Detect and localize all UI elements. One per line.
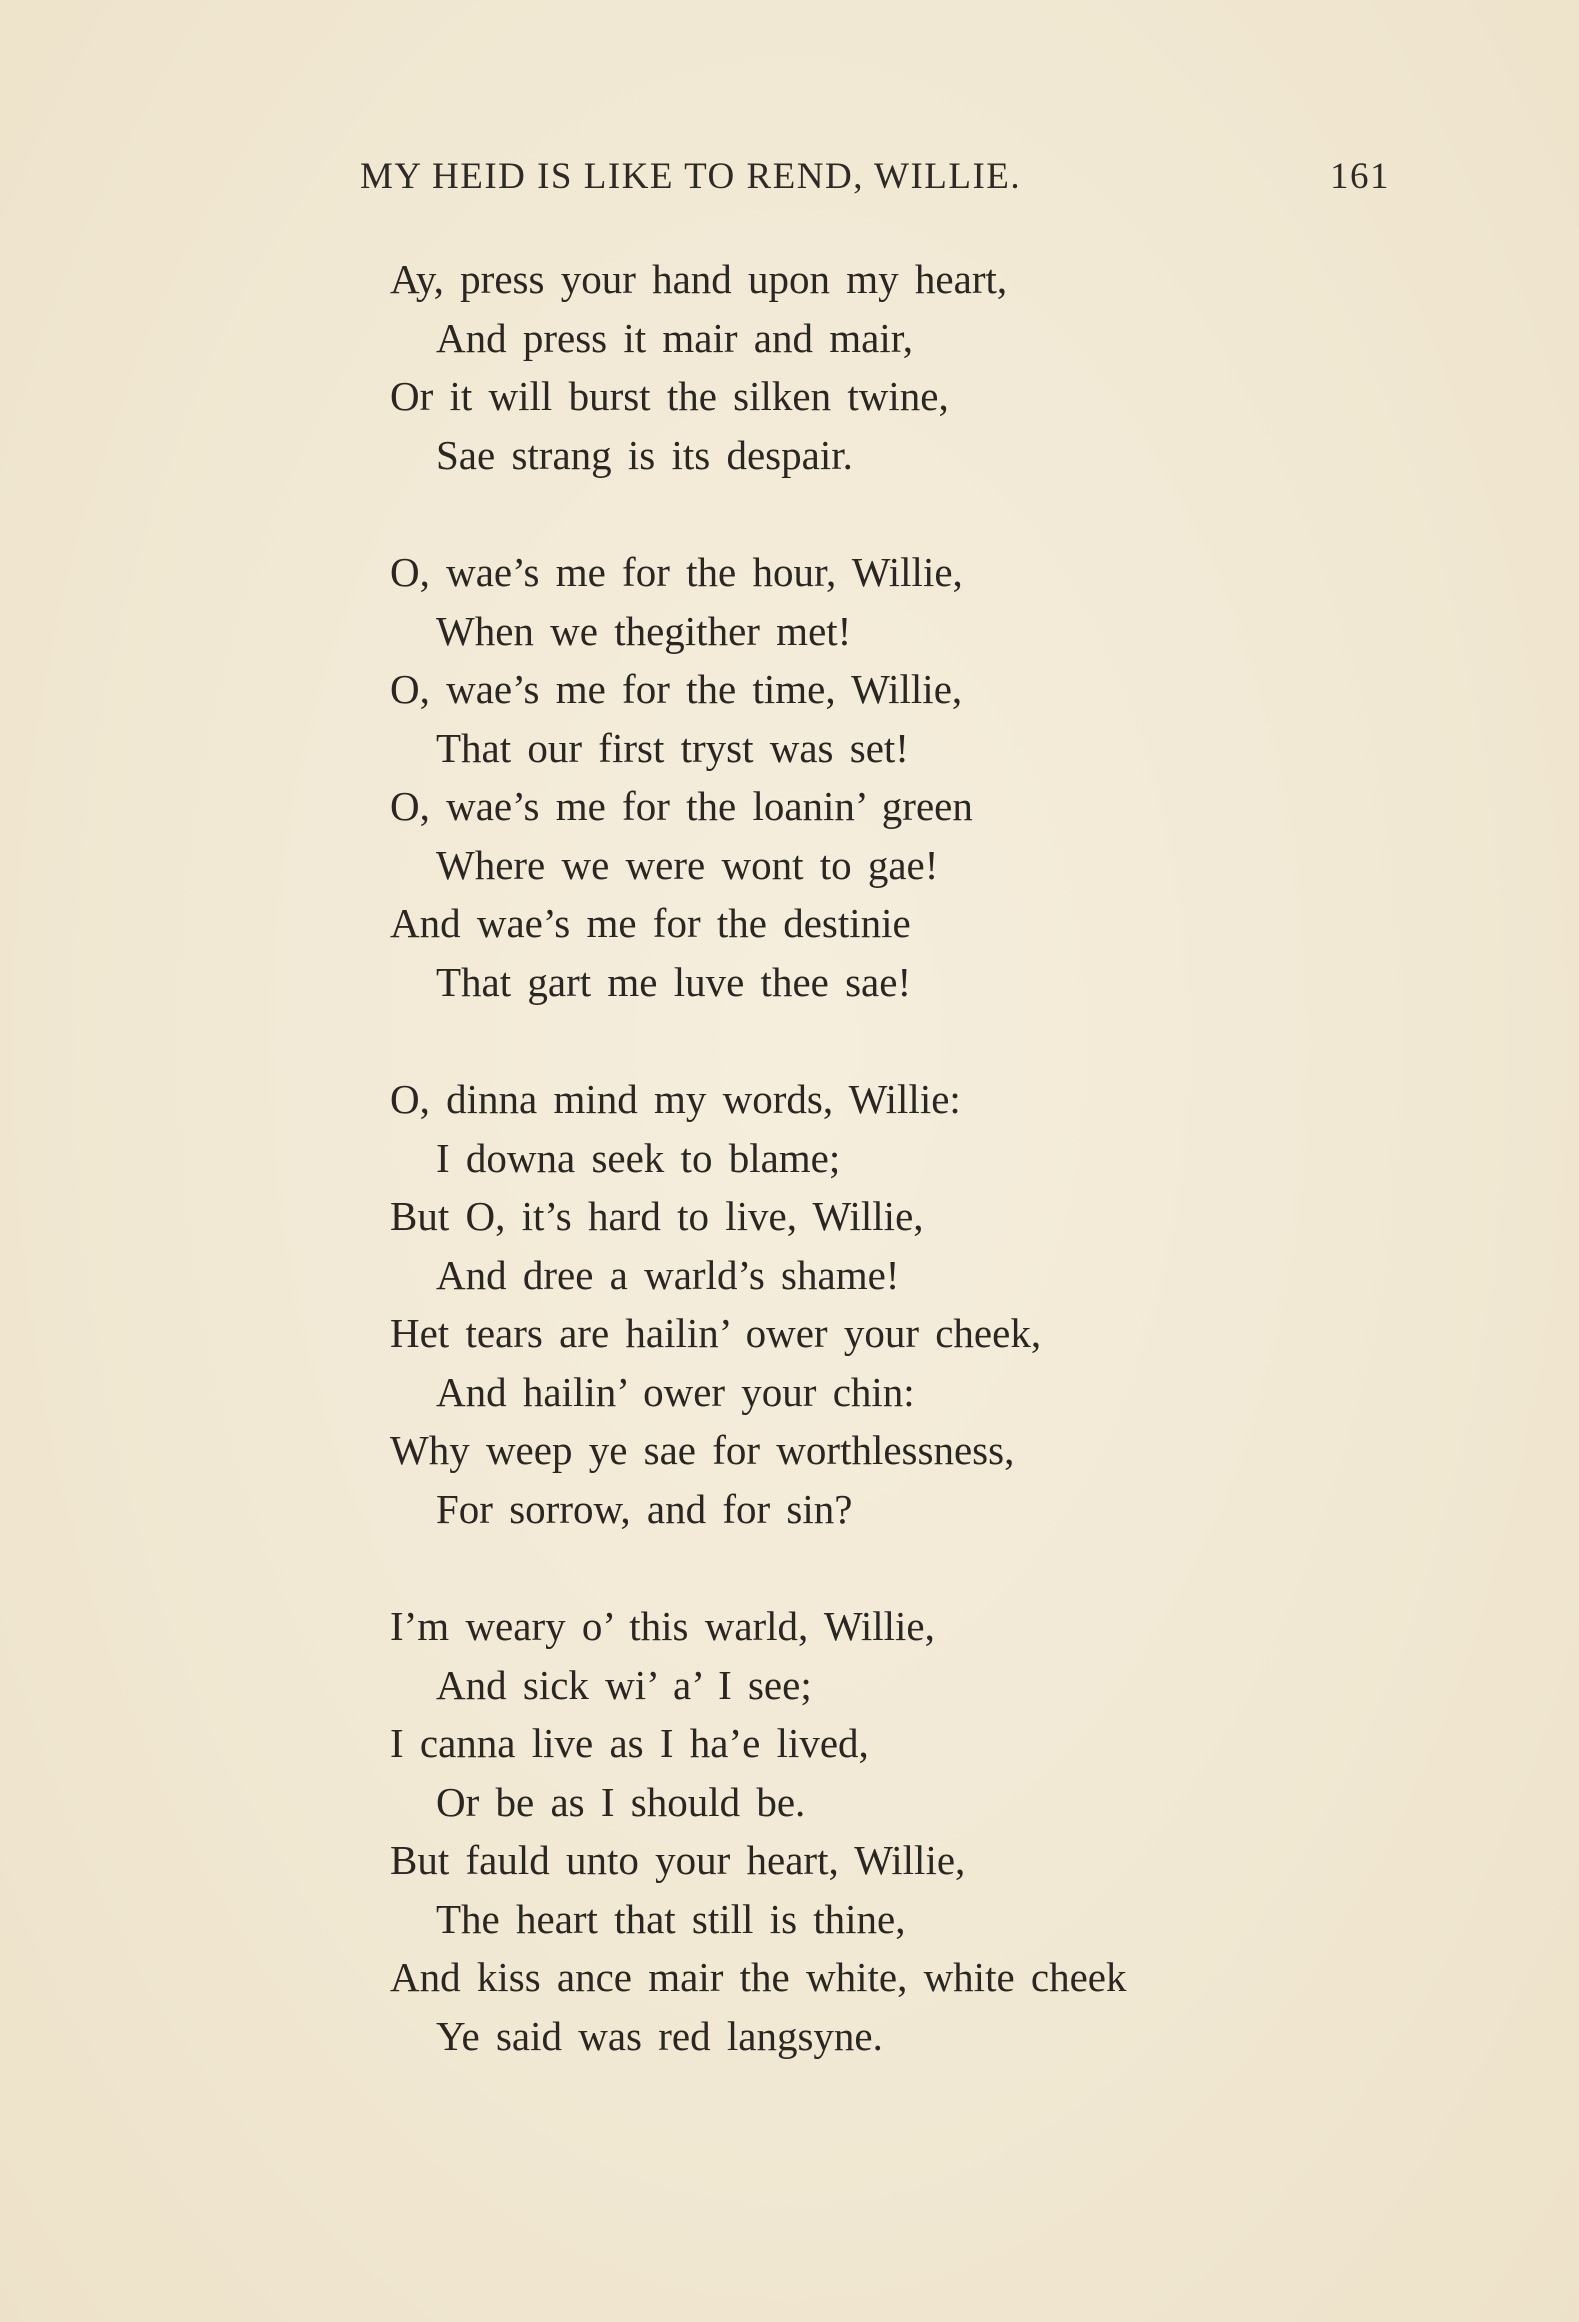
stanza-4 [390, 1597, 1390, 2065]
stanza-2 [390, 543, 1390, 1011]
running-head [360, 155, 1390, 205]
poem-line: Or it will burst the silken twine, [390, 373, 949, 419]
poem-line: But fauld unto your heart, Willie, [390, 1837, 966, 1883]
poem-line: Or be as I should be. [436, 1778, 806, 1825]
poem-line: O, wae’s me for the loanin’ green [390, 783, 973, 829]
stanza-3 [390, 1070, 1390, 1538]
poem-line: O, dinna mind my words, Willie: [390, 1076, 961, 1122]
poem-line: And dree a warld’s shame! [436, 1251, 900, 1298]
poem-line: I’m weary o’ this warld, Willie, [390, 1603, 935, 1649]
poem-line: Where we were wont to gae! [436, 841, 939, 888]
poem-line: I canna live as I ha’e lived, [390, 1720, 869, 1766]
poem-line: Ay, press your hand upon my heart, [390, 256, 1008, 302]
poem-line: O, wae’s me for the hour, Willie, [390, 549, 963, 595]
poem-line: I downa seek to blame; [436, 1134, 841, 1181]
poem-line: O, wae’s me for the time, Willie, [390, 666, 963, 712]
poem-line: And press it mair and mair, [436, 314, 913, 361]
poem-line: Het tears are hailin’ ower your cheek, [390, 1310, 1042, 1356]
poem-line: And hailin’ ower your chin: [436, 1368, 915, 1415]
poem-line: For sorrow, and for sin? [436, 1485, 853, 1532]
poem-line: And sick wi’ a’ I see; [436, 1661, 812, 1708]
poem-line: Why weep ye sae for worthlessness, [390, 1427, 1015, 1473]
poem-line: And kiss ance mair the white, white cheek [390, 1954, 1127, 2000]
poem [390, 250, 1390, 2124]
poem-line: And wae’s me for the destinie [390, 900, 911, 946]
poem-line: Ye said was red langsyne. [436, 2012, 883, 2059]
poem-line: But O, it’s hard to live, Willie, [390, 1193, 924, 1239]
poem-line: The heart that still is thine, [436, 1895, 906, 1942]
poem-line: That our first tryst was set! [436, 724, 909, 771]
stanza-1 [390, 250, 1390, 484]
running-title: MY HEID IS LIKE TO REND, WILLIE. [360, 156, 1022, 197]
poem-line: When we thegither met! [436, 607, 852, 654]
page-number: 161 [1330, 156, 1390, 197]
poem-line: Sae strang is its despair. [436, 431, 853, 478]
poem-line: That gart me luve thee sae! [436, 958, 912, 1005]
